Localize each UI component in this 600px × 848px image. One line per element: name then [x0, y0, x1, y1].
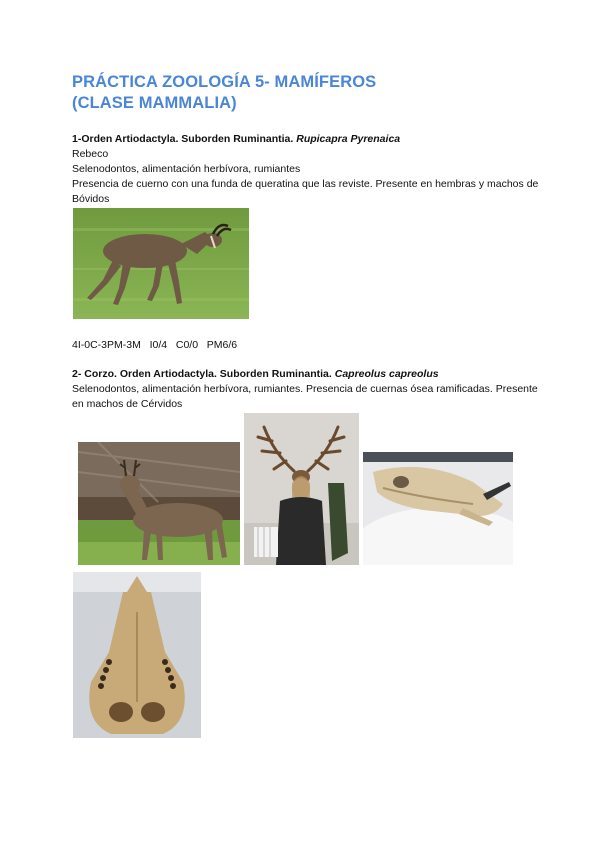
section-1-heading-text: 1-Orden Artiodactyla. Suborden Ruminantia. — [72, 133, 297, 145]
antlers-person-photo — [244, 413, 359, 565]
section-2-line-1: Selenodontos, alimentación herbívora, rumiantes. Presencia de cuernas ósea ramificadas. Presente en machos de Cérvidos — [72, 383, 538, 410]
section-1-line-3: Presencia de cuerno con una funda de queratina que las reviste. Presente en hembras y machos de Bóvidos — [72, 178, 539, 205]
section-2-heading — [72, 367, 542, 382]
section-1-species: Rupicapra Pyrenaica — [296, 133, 401, 145]
section-rebeco — [72, 132, 542, 207]
section-2-species: Capreolus capreolus — [334, 368, 439, 380]
skull-top-photo — [73, 572, 201, 738]
section-1-line-2: Selenodontos, alimentación herbívora, rumiantes — [72, 163, 301, 175]
dental-formula: 4I-0C-3PM-3M I0/4 C0/0 PM6/6 — [72, 339, 238, 351]
title-line-1: PRÁCTICA ZOOLOGÍA 5- MAMÍFEROS — [72, 73, 377, 91]
section-1-common-name: Rebeco — [72, 148, 109, 160]
chamois-photo — [73, 208, 249, 319]
section-2-heading-text: 2- Corzo. Orden Artiodactyla. Suborden Ruminantia. — [72, 368, 335, 380]
page-title — [72, 72, 376, 114]
title-line-2: (CLASE MAMMALIA) — [72, 94, 237, 112]
skull-side-photo — [363, 452, 513, 565]
section-1-heading — [72, 132, 542, 147]
roe-deer-photo — [78, 442, 240, 565]
section-corzo — [72, 367, 542, 412]
